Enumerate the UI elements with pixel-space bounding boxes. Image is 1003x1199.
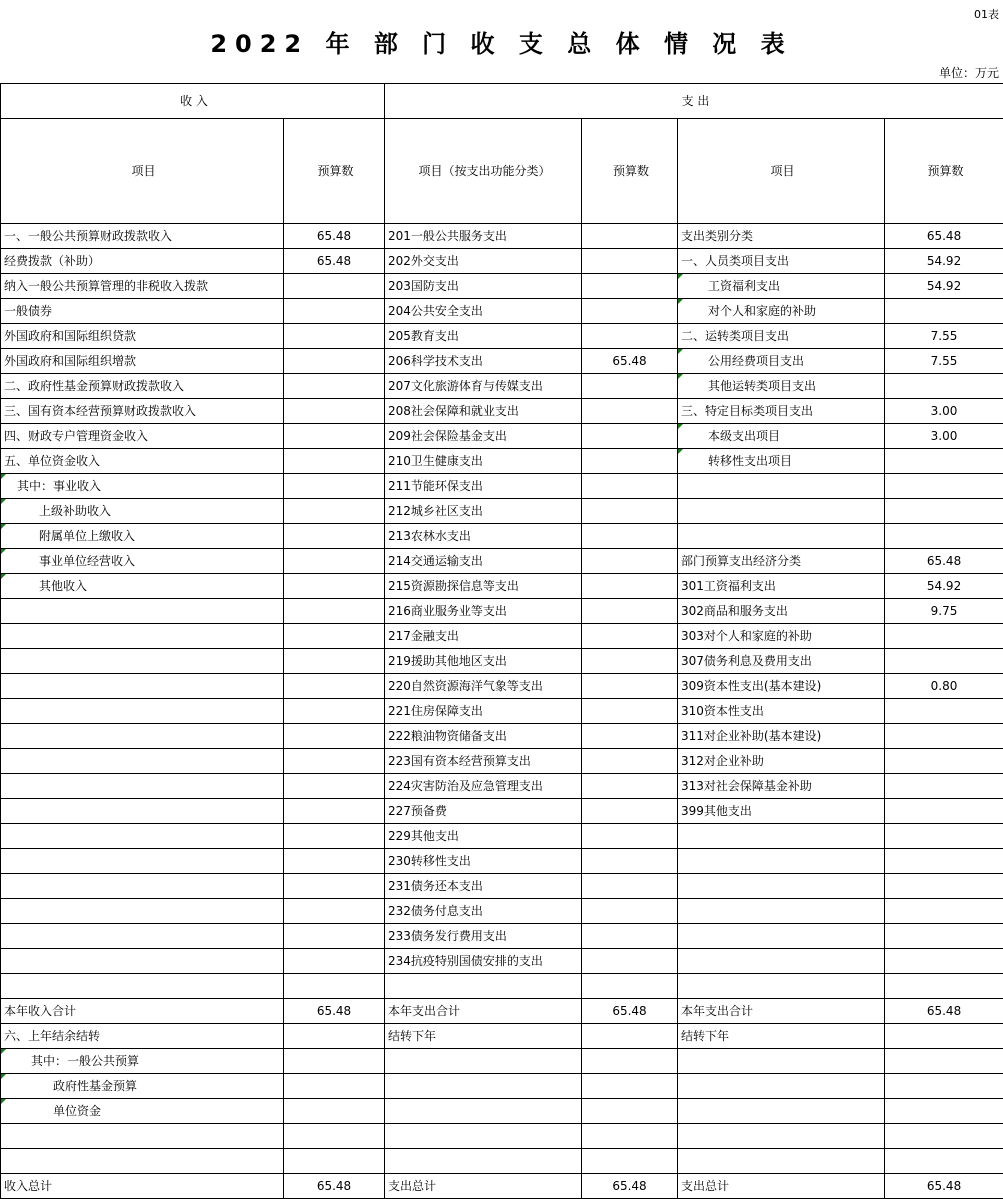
category-budget-cell: 7.55 <box>885 324 1003 349</box>
category-budget-cell <box>885 799 1003 824</box>
income-budget-cell <box>284 924 385 949</box>
func-item-cell: 222粮油物资储备支出 <box>385 724 582 749</box>
income-budget-cell <box>284 1074 385 1099</box>
income-budget-cell <box>284 549 385 574</box>
income-item-cell <box>1 1149 284 1174</box>
income-budget-cell <box>284 824 385 849</box>
income-item-cell: 五、单位资金收入 <box>1 449 284 474</box>
category-item-cell <box>678 874 885 899</box>
category-item-cell <box>678 1074 885 1099</box>
table-row <box>1 599 1003 624</box>
category-item-cell: 311对企业补助(基本建设) <box>678 724 885 749</box>
category-budget-cell: 54.92 <box>885 574 1003 599</box>
category-item-cell <box>678 499 885 524</box>
func-item-cell: 213农林水支出 <box>385 524 582 549</box>
table-row <box>1 449 1003 474</box>
category-item-cell: 312对企业补助 <box>678 749 885 774</box>
income-item-cell: 事业单位经营收入 <box>1 549 284 574</box>
header-row-columns <box>1 119 1003 224</box>
income-item-cell <box>1 699 284 724</box>
category-budget-cell: 65.48 <box>885 549 1003 574</box>
unit-label: 单位：万元 <box>938 66 999 80</box>
table-row <box>1 524 1003 549</box>
func-budget-cell <box>582 774 678 799</box>
income-budget-cell <box>284 849 385 874</box>
func-budget-cell <box>582 1099 678 1124</box>
category-budget-cell <box>885 499 1003 524</box>
category-item-cell: 结转下年 <box>678 1024 885 1049</box>
income-budget-cell <box>284 274 385 299</box>
func-item-cell: 支出总计 <box>385 1174 582 1199</box>
col-header-cat-item: 项目 <box>678 119 885 224</box>
table-row <box>1 774 1003 799</box>
func-item-cell: 204公共安全支出 <box>385 299 582 324</box>
func-budget-cell <box>582 474 678 499</box>
func-item-cell <box>385 1074 582 1099</box>
income-budget-cell <box>284 799 385 824</box>
func-budget-cell <box>582 674 678 699</box>
category-item-cell <box>678 824 885 849</box>
income-budget-cell <box>284 349 385 374</box>
income-item-cell <box>1 849 284 874</box>
func-item-cell: 208社会保障和就业支出 <box>385 399 582 424</box>
table-row <box>1 324 1003 349</box>
income-budget-cell <box>284 324 385 349</box>
table-row <box>1 1174 1003 1199</box>
table-row <box>1 1049 1003 1074</box>
table-row <box>1 924 1003 949</box>
income-budget-cell: 65.48 <box>284 249 385 274</box>
func-item-cell: 214交通运输支出 <box>385 549 582 574</box>
income-item-cell <box>1 924 284 949</box>
category-budget-cell <box>885 1149 1003 1174</box>
table-row <box>1 699 1003 724</box>
table-row <box>1 249 1003 274</box>
table-row <box>1 649 1003 674</box>
income-budget-cell <box>284 474 385 499</box>
category-item-cell <box>678 849 885 874</box>
category-budget-cell <box>885 1099 1003 1124</box>
category-item-cell: 工资福利支出 <box>678 274 885 299</box>
func-budget-cell <box>582 1024 678 1049</box>
category-item-cell: 部门预算支出经济分类 <box>678 549 885 574</box>
header-row-top <box>1 84 1003 119</box>
category-budget-cell: 9.75 <box>885 599 1003 624</box>
func-item-cell <box>385 1149 582 1174</box>
func-budget-cell <box>582 449 678 474</box>
func-item-cell <box>385 1124 582 1149</box>
category-budget-cell: 54.92 <box>885 249 1003 274</box>
income-item-cell: 六、上年结余结转 <box>1 1024 284 1049</box>
income-budget-cell <box>284 724 385 749</box>
category-budget-cell <box>885 474 1003 499</box>
income-budget-cell <box>284 974 385 999</box>
category-item-cell: 309资本性支出(基本建设) <box>678 674 885 699</box>
table-row <box>1 224 1003 249</box>
table-row <box>1 674 1003 699</box>
category-item-cell <box>678 1149 885 1174</box>
income-item-cell: 纳入一般公共预算管理的非税收入拨款 <box>1 274 284 299</box>
category-item-cell: 三、特定目标类项目支出 <box>678 399 885 424</box>
income-header: 收 入 <box>1 84 385 119</box>
func-budget-cell <box>582 874 678 899</box>
income-item-cell <box>1 674 284 699</box>
category-item-cell: 支出总计 <box>678 1174 885 1199</box>
income-item-cell: 一般债券 <box>1 299 284 324</box>
func-item-cell: 221住房保障支出 <box>385 699 582 724</box>
form-code: 01表 <box>974 8 999 21</box>
category-item-cell <box>678 1124 885 1149</box>
income-budget-cell: 65.48 <box>284 224 385 249</box>
category-item-cell: 转移性支出项目 <box>678 449 885 474</box>
income-item-cell: 附属单位上缴收入 <box>1 524 284 549</box>
table-row <box>1 799 1003 824</box>
func-budget-cell <box>582 974 678 999</box>
col-header-func-item: 项目（按支出功能分类） <box>385 119 582 224</box>
func-budget-cell <box>582 599 678 624</box>
category-budget-cell <box>885 449 1003 474</box>
category-item-cell: 301工资福利支出 <box>678 574 885 599</box>
income-item-cell <box>1 949 284 974</box>
category-budget-cell: 65.48 <box>885 999 1003 1024</box>
table-row <box>1 1099 1003 1124</box>
table-row <box>1 299 1003 324</box>
category-budget-cell <box>885 899 1003 924</box>
income-item-cell: 一、一般公共预算财政拨款收入 <box>1 224 284 249</box>
income-item-cell: 外国政府和国际组织增款 <box>1 349 284 374</box>
category-item-cell: 对个人和家庭的补助 <box>678 299 885 324</box>
income-budget-cell <box>284 1099 385 1124</box>
category-budget-cell <box>885 1124 1003 1149</box>
income-budget-cell <box>284 1124 385 1149</box>
func-budget-cell <box>582 274 678 299</box>
category-budget-cell: 65.48 <box>885 1174 1003 1199</box>
func-item-cell: 223国有资本经营预算支出 <box>385 749 582 774</box>
func-budget-cell <box>582 899 678 924</box>
table-row <box>1 849 1003 874</box>
func-budget-cell <box>582 849 678 874</box>
func-budget-cell <box>582 699 678 724</box>
func-item-cell: 216商业服务业等支出 <box>385 599 582 624</box>
income-item-cell <box>1 799 284 824</box>
func-budget-cell <box>582 1074 678 1099</box>
func-budget-cell <box>582 374 678 399</box>
func-item-cell: 229其他支出 <box>385 824 582 849</box>
category-budget-cell <box>885 524 1003 549</box>
func-budget-cell <box>582 824 678 849</box>
func-item-cell <box>385 974 582 999</box>
income-budget-cell <box>284 874 385 899</box>
income-budget-cell <box>284 424 385 449</box>
income-budget-cell <box>284 1024 385 1049</box>
income-budget-cell: 65.48 <box>284 1174 385 1199</box>
category-item-cell: 307债务利息及费用支出 <box>678 649 885 674</box>
category-budget-cell: 54.92 <box>885 274 1003 299</box>
income-item-cell: 经费拨款（补助） <box>1 249 284 274</box>
category-budget-cell <box>885 699 1003 724</box>
func-item-cell: 234抗疫特别国债安排的支出 <box>385 949 582 974</box>
func-item-cell: 220自然资源海洋气象等支出 <box>385 674 582 699</box>
func-item-cell: 210卫生健康支出 <box>385 449 582 474</box>
income-budget-cell <box>284 899 385 924</box>
table-row <box>1 399 1003 424</box>
category-item-cell: 一、人员类项目支出 <box>678 249 885 274</box>
func-budget-cell <box>582 1049 678 1074</box>
income-item-cell: 收入总计 <box>1 1174 284 1199</box>
func-item-cell: 224灾害防治及应急管理支出 <box>385 774 582 799</box>
category-budget-cell: 3.00 <box>885 399 1003 424</box>
income-item-cell: 其他收入 <box>1 574 284 599</box>
func-item-cell: 202外交支出 <box>385 249 582 274</box>
income-budget-cell <box>284 649 385 674</box>
category-budget-cell <box>885 949 1003 974</box>
func-item-cell: 217金融支出 <box>385 624 582 649</box>
func-item-cell: 227预备费 <box>385 799 582 824</box>
func-budget-cell <box>582 724 678 749</box>
expense-header: 支 出 <box>385 84 1003 119</box>
table-row <box>1 824 1003 849</box>
func-item-cell: 205教育支出 <box>385 324 582 349</box>
category-budget-cell <box>885 874 1003 899</box>
table-row <box>1 749 1003 774</box>
func-item-cell <box>385 1049 582 1074</box>
category-budget-cell: 3.00 <box>885 424 1003 449</box>
func-budget-cell <box>582 549 678 574</box>
income-item-cell <box>1 774 284 799</box>
income-item-cell <box>1 1124 284 1149</box>
func-budget-cell <box>582 1124 678 1149</box>
income-budget-cell <box>284 949 385 974</box>
income-item-cell <box>1 974 284 999</box>
income-item-cell: 单位资金 <box>1 1099 284 1124</box>
func-item-cell: 211节能环保支出 <box>385 474 582 499</box>
func-budget-cell <box>582 524 678 549</box>
table-row <box>1 549 1003 574</box>
category-budget-cell <box>885 1074 1003 1099</box>
func-item-cell: 232债务付息支出 <box>385 899 582 924</box>
table-row <box>1 999 1003 1024</box>
category-budget-cell <box>885 1024 1003 1049</box>
category-budget-cell <box>885 924 1003 949</box>
category-item-cell: 其他运转类项目支出 <box>678 374 885 399</box>
func-budget-cell <box>582 249 678 274</box>
func-item-cell <box>385 1099 582 1124</box>
table-row <box>1 624 1003 649</box>
category-budget-cell <box>885 624 1003 649</box>
income-item-cell: 四、财政专户管理资金收入 <box>1 424 284 449</box>
func-item-cell: 233债务发行费用支出 <box>385 924 582 949</box>
category-item-cell: 310资本性支出 <box>678 699 885 724</box>
func-budget-cell <box>582 499 678 524</box>
category-item-cell <box>678 524 885 549</box>
income-budget-cell <box>284 749 385 774</box>
func-item-cell: 230转移性支出 <box>385 849 582 874</box>
category-budget-cell: 7.55 <box>885 349 1003 374</box>
func-budget-cell <box>582 924 678 949</box>
func-budget-cell <box>582 749 678 774</box>
income-budget-cell <box>284 499 385 524</box>
table-row <box>1 724 1003 749</box>
table-row <box>1 499 1003 524</box>
func-item-cell: 212城乡社区支出 <box>385 499 582 524</box>
income-budget-cell <box>284 774 385 799</box>
func-item-cell: 203国防支出 <box>385 274 582 299</box>
income-budget-cell <box>284 574 385 599</box>
func-budget-cell <box>582 799 678 824</box>
func-item-cell: 231债务还本支出 <box>385 874 582 899</box>
income-budget-cell <box>284 299 385 324</box>
income-item-cell: 上级补助收入 <box>1 499 284 524</box>
table-row <box>1 1149 1003 1174</box>
category-budget-cell <box>885 974 1003 999</box>
func-budget-cell: 65.48 <box>582 349 678 374</box>
income-item-cell: 政府性基金预算 <box>1 1074 284 1099</box>
col-header-func-budget: 预算数 <box>582 119 678 224</box>
func-item-cell: 201一般公共服务支出 <box>385 224 582 249</box>
category-item-cell <box>678 949 885 974</box>
category-item-cell <box>678 899 885 924</box>
func-budget-cell: 65.48 <box>582 1174 678 1199</box>
category-budget-cell <box>885 299 1003 324</box>
income-item-cell: 其中：事业收入 <box>1 474 284 499</box>
page-title: 2022 年 部 门 收 支 总 体 情 况 表 <box>210 30 793 58</box>
income-item-cell: 外国政府和国际组织贷款 <box>1 324 284 349</box>
category-item-cell <box>678 1099 885 1124</box>
category-budget-cell <box>885 774 1003 799</box>
table-row <box>1 974 1003 999</box>
income-item-cell: 二、政府性基金预算财政拨款收入 <box>1 374 284 399</box>
table-row <box>1 899 1003 924</box>
table-row <box>1 874 1003 899</box>
income-item-cell: 其中：一般公共预算 <box>1 1049 284 1074</box>
table-row <box>1 949 1003 974</box>
category-item-cell <box>678 474 885 499</box>
category-item-cell: 399其他支出 <box>678 799 885 824</box>
table-row <box>1 424 1003 449</box>
income-budget-cell <box>284 524 385 549</box>
func-item-cell: 215资源勘探信息等支出 <box>385 574 582 599</box>
func-budget-cell <box>582 624 678 649</box>
category-item-cell: 二、运转类项目支出 <box>678 324 885 349</box>
category-item-cell <box>678 924 885 949</box>
col-header-cat-budget: 预算数 <box>885 119 1003 224</box>
func-budget-cell <box>582 649 678 674</box>
table-row <box>1 474 1003 499</box>
func-budget-cell <box>582 399 678 424</box>
col-header-income-item: 项目 <box>1 119 284 224</box>
category-item-cell: 313对社会保障基金补助 <box>678 774 885 799</box>
table-row <box>1 374 1003 399</box>
table-row <box>1 1024 1003 1049</box>
category-item-cell <box>678 974 885 999</box>
func-budget-cell: 65.48 <box>582 999 678 1024</box>
income-budget-cell <box>284 1149 385 1174</box>
income-budget-cell <box>284 399 385 424</box>
category-budget-cell: 65.48 <box>885 224 1003 249</box>
income-budget-cell <box>284 449 385 474</box>
category-budget-cell <box>885 1049 1003 1074</box>
func-item-cell: 206科学技术支出 <box>385 349 582 374</box>
func-budget-cell <box>582 224 678 249</box>
table-row <box>1 1074 1003 1099</box>
table-row <box>1 274 1003 299</box>
category-budget-cell <box>885 849 1003 874</box>
func-budget-cell <box>582 1149 678 1174</box>
table-row <box>1 574 1003 599</box>
income-item-cell <box>1 724 284 749</box>
category-item-cell: 支出类别分类 <box>678 224 885 249</box>
category-item-cell: 303对个人和家庭的补助 <box>678 624 885 649</box>
income-item-cell: 三、国有资本经营预算财政拨款收入 <box>1 399 284 424</box>
category-budget-cell <box>885 724 1003 749</box>
income-item-cell <box>1 899 284 924</box>
income-item-cell <box>1 599 284 624</box>
func-budget-cell <box>582 424 678 449</box>
table-row <box>1 349 1003 374</box>
income-budget-cell <box>284 1049 385 1074</box>
func-budget-cell <box>582 299 678 324</box>
category-item-cell: 本级支出项目 <box>678 424 885 449</box>
category-item-cell: 公用经费项目支出 <box>678 349 885 374</box>
income-item-cell: 本年收入合计 <box>1 999 284 1024</box>
budget-table <box>0 83 1003 1199</box>
func-item-cell: 结转下年 <box>385 1024 582 1049</box>
income-budget-cell: 65.48 <box>284 999 385 1024</box>
income-budget-cell <box>284 599 385 624</box>
income-budget-cell <box>284 624 385 649</box>
income-item-cell <box>1 749 284 774</box>
category-item-cell: 302商品和服务支出 <box>678 599 885 624</box>
func-budget-cell <box>582 949 678 974</box>
category-budget-cell <box>885 749 1003 774</box>
func-budget-cell <box>582 324 678 349</box>
category-budget-cell <box>885 649 1003 674</box>
func-budget-cell <box>582 574 678 599</box>
income-budget-cell <box>284 674 385 699</box>
income-item-cell <box>1 649 284 674</box>
category-budget-cell: 0.80 <box>885 674 1003 699</box>
func-item-cell: 207文化旅游体育与传媒支出 <box>385 374 582 399</box>
func-item-cell: 209社会保险基金支出 <box>385 424 582 449</box>
category-budget-cell <box>885 824 1003 849</box>
income-item-cell <box>1 824 284 849</box>
income-budget-cell <box>284 374 385 399</box>
col-header-income-budget: 预算数 <box>284 119 385 224</box>
category-budget-cell <box>885 374 1003 399</box>
income-budget-cell <box>284 699 385 724</box>
income-item-cell <box>1 624 284 649</box>
func-item-cell: 本年支出合计 <box>385 999 582 1024</box>
income-item-cell <box>1 874 284 899</box>
table-row <box>1 1124 1003 1149</box>
category-item-cell: 本年支出合计 <box>678 999 885 1024</box>
func-item-cell: 219援助其他地区支出 <box>385 649 582 674</box>
category-item-cell <box>678 1049 885 1074</box>
